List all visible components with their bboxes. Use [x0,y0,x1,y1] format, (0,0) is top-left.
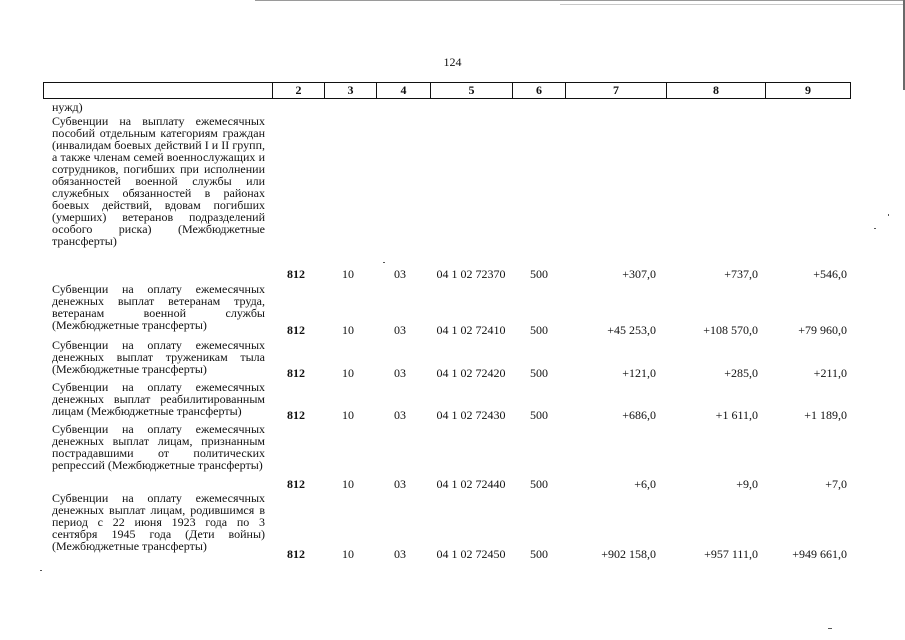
row-value-col9: +211,0 [813,366,847,380]
row-subsection: 03 [394,408,406,422]
scan-speck [383,262,385,263]
row-value-col8: +9,0 [736,477,758,491]
row-description-end: (Межбюджетные трансферты) [52,362,207,376]
row-expense-type: 500 [530,366,548,380]
page-number: 124 [443,55,462,69]
row-subsection: 03 [394,323,406,337]
row-description-text: Субвенции на оплату ежемесячных денежных выплат реабилитированным [52,380,265,406]
row-subsection: 03 [394,547,406,561]
row-description [52,423,265,471]
scan-speck [888,214,889,216]
row-subsection: 03 [394,477,406,491]
row-description [52,115,265,247]
row-value-col9: +79 960,0 [798,323,847,337]
row-admin-code: 812 [287,323,305,337]
row-value-col7: +121,0 [622,366,656,380]
row-value-col7: +902 158,0 [601,547,656,561]
row-target-article: 04 1 02 72430 [436,408,506,422]
row-description-text: Субвенции на оплату ежемесячных денежных выплат лицам, родившимся в период с 22 июня 1923 года по 3 сентября 1945 года (Дети войны) [52,491,265,541]
row-description-text: Субвенции на выплату ежемесячных пособий отдельным категориям граждан (инвалидам боевых действий I и II групп, а также членам семей военнослужащих и сотрудников, погибших при исполнении обязанностей военной службы или служебных обязанностей в районах боевых действий, вдовам погибших (умерших) ветеранов подразделений особого риска) (Межбюджетные [52,114,265,236]
column-header-6: 6 [513,83,566,99]
row-description-text: Субвенции на оплату ежемесячных денежных выплат ветеранам труда, ветеранам военной службы [52,282,265,320]
row-admin-code: 812 [287,366,305,380]
row-admin-code: 812 [287,477,305,491]
row-subsection: 03 [394,267,406,281]
lead-text: нужд) [52,100,83,114]
row-target-article: 04 1 02 72370 [436,267,506,281]
row-value-col7: +45 253,0 [607,323,656,337]
row-value-col8: +957 111,0 [704,547,758,561]
row-value-col8: +737,0 [724,267,758,281]
row-section: 10 [342,547,354,561]
row-admin-code: 812 [287,267,305,281]
row-expense-type: 500 [530,408,548,422]
row-target-article: 04 1 02 72440 [436,477,506,491]
row-section: 10 [342,323,354,337]
row-admin-code: 812 [287,547,305,561]
row-section: 10 [342,477,354,491]
column-header-8: 8 [667,83,766,99]
row-description-end: (Межбюджетные трансферты) [52,318,207,332]
row-description-end: трансферты) [197,458,263,472]
row-expense-type: 500 [530,267,548,281]
column-header-7: 7 [566,83,667,99]
row-admin-code: 812 [287,408,305,422]
column-header-4: 4 [377,83,431,99]
row-description-end: лицам (Межбюджетные трансферты) [52,404,242,418]
row-expense-type: 500 [530,547,548,561]
row-expense-type: 500 [530,477,548,491]
row-description-end: (Межбюджетные трансферты) [52,539,207,553]
row-value-col7: +307,0 [622,267,656,281]
row-description [52,283,265,331]
row-target-article: 04 1 02 72420 [436,366,506,380]
column-header-9: 9 [766,83,851,99]
row-description [52,339,265,375]
column-header-2: 2 [273,83,325,99]
column-header-5: 5 [431,83,513,99]
row-section: 10 [342,267,354,281]
row-subsection: 03 [394,366,406,380]
row-value-col8: +285,0 [724,366,758,380]
row-expense-type: 500 [530,323,548,337]
row-description [52,492,265,552]
scan-speck [874,228,876,229]
row-description-text: Субвенции на оплату ежемесячных денежных выплат лицам, признанным пострадавшими от политических репрессий (Межбюджетные [52,422,265,472]
scan-speck [828,628,832,629]
row-target-article: 04 1 02 72450 [436,547,506,561]
row-description [52,381,265,417]
row-description-end: трансферты) [52,234,117,248]
row-value-col9: +7,0 [825,477,847,491]
row-section: 10 [342,366,354,380]
row-description-text: Субвенции на оплату ежемесячных денежных выплат труженикам тыла [52,338,265,364]
row-target-article: 04 1 02 72410 [436,323,506,337]
row-value-col9: +949 661,0 [792,547,847,561]
scan-speck [40,570,42,571]
row-value-col7: +686,0 [622,408,656,422]
row-value-col8: +1 611,0 [715,408,758,422]
column-header-3: 3 [325,83,377,99]
row-section: 10 [342,408,354,422]
row-value-col8: +108 570,0 [703,323,758,337]
row-value-col9: +1 189,0 [804,408,847,422]
row-value-col9: +546,0 [813,267,847,281]
row-value-col7: +6,0 [634,477,656,491]
